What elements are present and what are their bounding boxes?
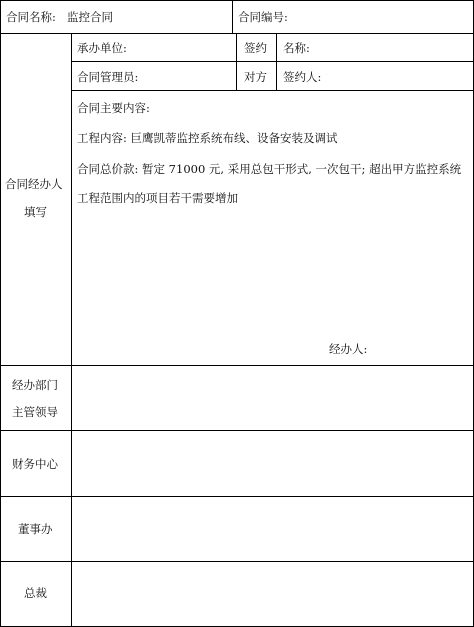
board-office-label: 董事办 [18,522,53,536]
undertaking-unit-label: 承办单位: [77,41,127,55]
handler-row-label-line1: 合同经办人 [5,177,63,191]
finance-center-label: 财务中心 [12,457,58,471]
border-top [0,0,474,1]
contract-name-label: 合同名称: [6,10,56,24]
signatory-label: 签约人: [283,70,322,84]
rule-counterparty-right [276,33,277,91]
main-content-label: 合同主要内容: [77,101,150,115]
counterparty-label-line2: 对方 [244,70,267,84]
counterparty-name-label: 名称: [283,41,310,55]
rule-below-manager-row [71,90,474,91]
rule-below-unit-row [71,61,474,62]
contract-name-value: 监控合同 [67,10,113,24]
counterparty-label-line1: 签约 [244,41,267,55]
rule-counterparty-left [236,33,237,91]
contract-no-label: 合同编号: [238,10,288,24]
handler-sign-label: 经办人: [329,342,368,356]
rule-header-divider [232,0,233,34]
dept-leader-label-line2: 主管领导 [12,405,58,419]
dept-leader-label-line1: 经办部门 [12,378,58,392]
president-label: 总裁 [24,586,47,600]
work-content-text: 工程内容: 巨鹰凯蒂监控系统布线、设备安装及调试 [77,131,338,145]
rule-label-column [71,33,72,627]
contract-manager-label: 合同管理员: [77,70,139,84]
border-left [0,0,1,627]
handler-row-label-line2: 填写 [24,205,47,219]
contract-price-text-line1: 合同总价款: 暂定 71000 元, 采用总包干形式, 一次包干; 超出甲方监控系统 [77,162,462,176]
contract-price-text-line2: 工程范围内的项目若干需要增加 [77,191,238,205]
